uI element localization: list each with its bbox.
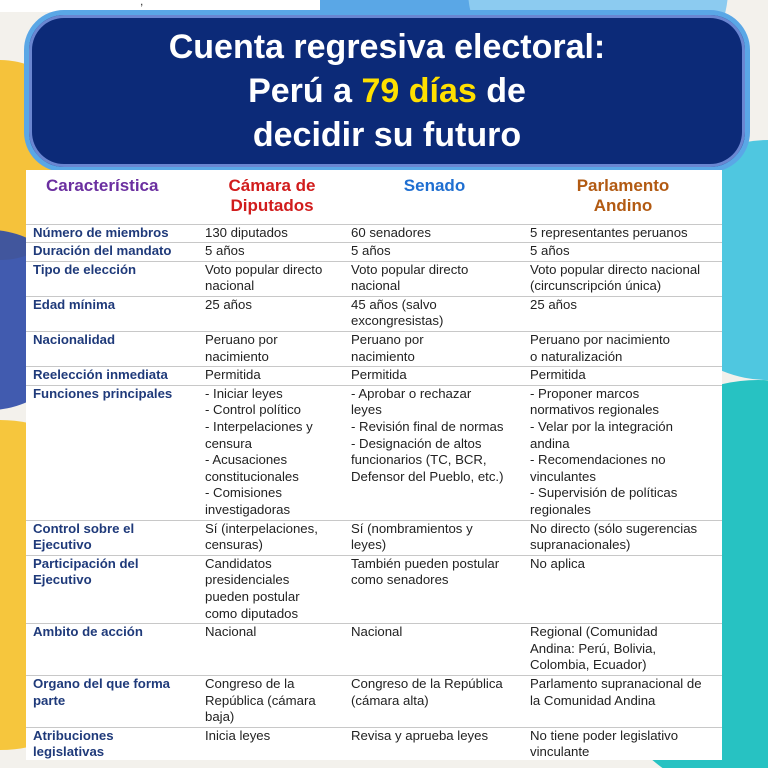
table-cell: Sí (interpelaciones, censuras) bbox=[199, 520, 345, 555]
table-cell: No tiene poder legislativo vinculante bbox=[524, 727, 722, 762]
row-label: Edad mínima bbox=[26, 296, 199, 331]
table-cell: 130 diputados bbox=[199, 224, 345, 243]
table-cell: - Proponer marcos normativos regionales - Velar por la integración andina - Recomendaciones no vinculantes - Supervisión de políticas regionales bbox=[524, 385, 722, 520]
table-cell: Peruano por nacimiento bbox=[199, 332, 345, 367]
table-cell: 5 representantes peruanos bbox=[524, 224, 722, 243]
table-cell: Inicia leyes bbox=[199, 727, 345, 762]
row-label: Control sobre el Ejecutivo bbox=[26, 520, 199, 555]
table-cell: Permitida bbox=[524, 367, 722, 386]
table-row bbox=[26, 675, 722, 727]
banner-line-2-suffix: de bbox=[476, 72, 526, 110]
banner-line-2 bbox=[248, 69, 526, 113]
table-cell: No aplica bbox=[524, 555, 722, 623]
table-row bbox=[26, 520, 722, 555]
row-label: Atribuciones legislativas bbox=[26, 727, 199, 762]
banner-line-2-prefix: Perú a bbox=[248, 72, 362, 110]
table-cell: - Iniciar leyes - Control político - Interpelaciones y censura - Acusaciones constitucionales - Comisiones investigadoras bbox=[199, 385, 345, 520]
table-header-row bbox=[26, 170, 722, 224]
row-label: Participación del Ejecutivo bbox=[26, 555, 199, 623]
table-cell: Peruano por nacimiento o naturalización bbox=[524, 332, 722, 367]
table-cell: Voto popular directo nacional bbox=[199, 261, 345, 296]
table-row bbox=[26, 296, 722, 331]
table-cell: 25 años bbox=[524, 296, 722, 331]
table-cell: 5 años bbox=[199, 243, 345, 262]
row-label: Nacionalidad bbox=[26, 332, 199, 367]
header-caracteristica: Característica bbox=[46, 176, 159, 195]
table-cell: Voto popular directo nacional (circunscripción única) bbox=[524, 261, 722, 296]
table-cell: Nacional bbox=[345, 624, 524, 676]
table-row bbox=[26, 385, 722, 520]
table-row bbox=[26, 555, 722, 623]
table-row bbox=[26, 261, 722, 296]
row-label: Reelección inmediata bbox=[26, 367, 199, 386]
table-cell: Regional (Comunidad Andina: Perú, Bolivia, Colombia, Ecuador) bbox=[524, 624, 722, 676]
comparison-table bbox=[26, 170, 722, 760]
table-cell: No directo (sólo sugerencias supranacionales) bbox=[524, 520, 722, 555]
table-row bbox=[26, 243, 722, 262]
table-cell: Peruano por nacimiento bbox=[345, 332, 524, 367]
table-body bbox=[26, 224, 722, 762]
table-cell: Congreso de la República (cámara baja) bbox=[199, 675, 345, 727]
table-row bbox=[26, 332, 722, 367]
table-cell: 60 senadores bbox=[345, 224, 524, 243]
header-parlamento-andino: Parlamento Andino bbox=[576, 176, 670, 215]
row-label: Ambito de acción bbox=[26, 624, 199, 676]
table-cell: También pueden postular como senadores bbox=[345, 555, 524, 623]
banner-line-1: Cuenta regresiva electoral: bbox=[168, 28, 606, 66]
comparison-table-grid bbox=[26, 170, 722, 762]
header-camara-diputados: Cámara de Diputados bbox=[228, 176, 316, 215]
days-highlight: 79 días bbox=[361, 72, 477, 110]
table-cell: Permitida bbox=[345, 367, 524, 386]
header-senado: Senado bbox=[403, 176, 466, 195]
row-label: Número de miembros bbox=[26, 224, 199, 243]
table-cell: Sí (nombramientos y leyes) bbox=[345, 520, 524, 555]
table-cell: 25 años bbox=[199, 296, 345, 331]
table-cell: Parlamento supranacional de la Comunidad Andina bbox=[524, 675, 722, 727]
table-cell: Voto popular directo nacional bbox=[345, 261, 524, 296]
table-cell: 5 años bbox=[345, 243, 524, 262]
row-label: Duración del mandato bbox=[26, 243, 199, 262]
table-cell: Congreso de la República (cámara alta) bbox=[345, 675, 524, 727]
table-cell: Candidatos presidenciales pueden postular como diputados bbox=[199, 555, 345, 623]
table-cell: 5 años bbox=[524, 243, 722, 262]
table-row bbox=[26, 224, 722, 243]
table-cell: Revisa y aprueba leyes bbox=[345, 727, 524, 762]
table-cell: 45 años (salvo excongresistas) bbox=[345, 296, 524, 331]
table-cell: - Aprobar o rechazar leyes - Revisión final de normas - Designación de altos funcionarios (TC, BCR, Defensor del Pueblo, etc.) bbox=[345, 385, 524, 520]
title-banner bbox=[24, 10, 750, 172]
banner-line-3: decidir su futuro bbox=[252, 116, 522, 154]
table-row bbox=[26, 624, 722, 676]
row-label: Tipo de elección bbox=[26, 261, 199, 296]
top-strip-text: , bbox=[140, 0, 144, 8]
table-row bbox=[26, 727, 722, 762]
table-row bbox=[26, 367, 722, 386]
table-cell: Permitida bbox=[199, 367, 345, 386]
row-label: Organo del que forma parte bbox=[26, 675, 199, 727]
row-label: Funciones principales bbox=[26, 385, 199, 520]
table-cell: Nacional bbox=[199, 624, 345, 676]
